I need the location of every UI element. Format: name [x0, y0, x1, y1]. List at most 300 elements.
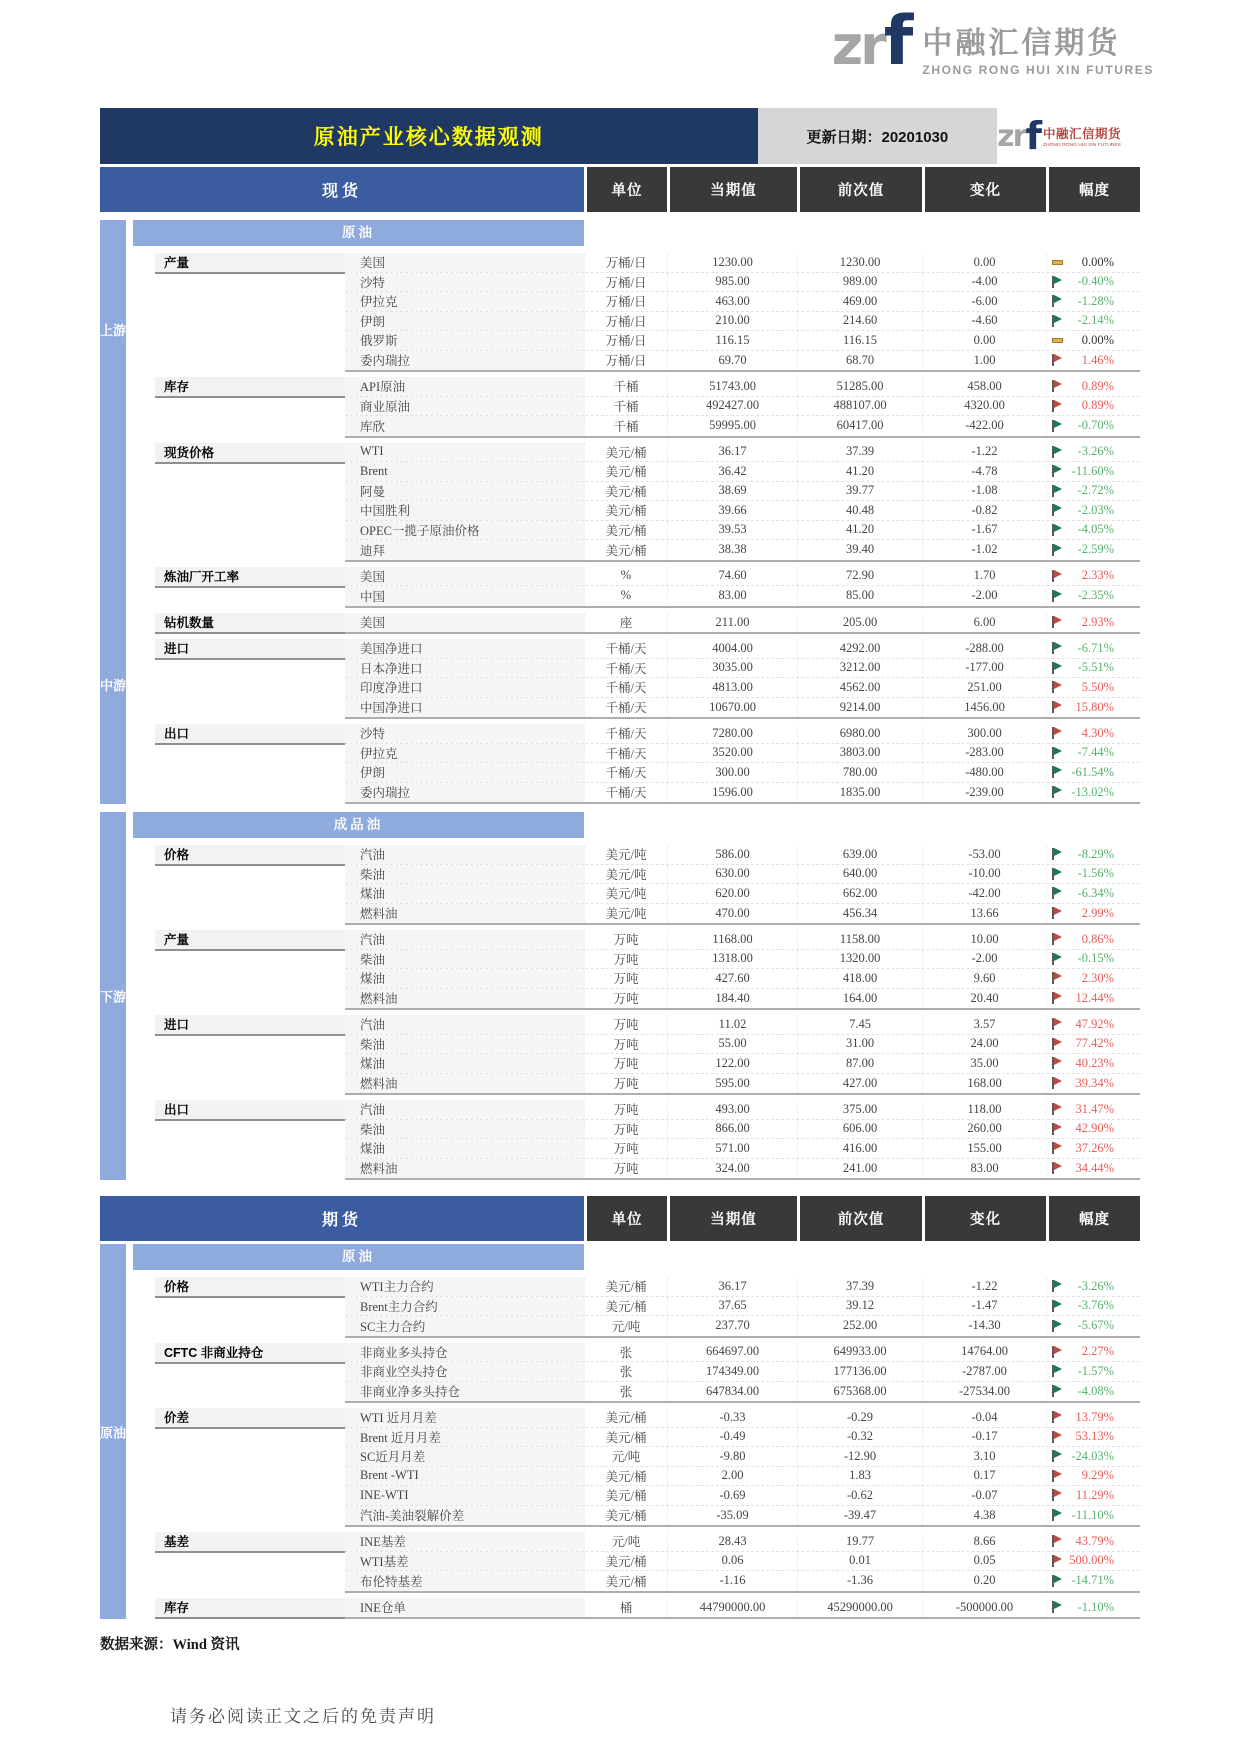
- table-row: [345, 540, 1140, 560]
- row-item-label: 美国: [345, 613, 584, 633]
- row-pct-value: 13.79%: [1075, 1409, 1114, 1424]
- group-rows: [345, 253, 1140, 372]
- group-category-label: 现货价格: [155, 443, 345, 464]
- row-item-label: 美国: [345, 567, 584, 586]
- category-column: [133, 377, 345, 438]
- category-column: [133, 613, 345, 635]
- row-previous-value: 675368.00: [797, 1382, 922, 1402]
- row-previous-value: 780.00: [797, 763, 922, 782]
- sidebar-stage-label: 下游: [100, 989, 127, 1005]
- row-previous-value: 164.00: [797, 989, 922, 1009]
- row-range-cell: [1046, 865, 1140, 884]
- row-range-cell: [1046, 377, 1140, 396]
- row-unit: 美元/桶: [584, 1467, 667, 1486]
- row-current-value: 985.00: [667, 273, 797, 292]
- category-column: [133, 1408, 345, 1527]
- row-item-label: WTI: [345, 443, 584, 462]
- table-row: [345, 501, 1140, 521]
- row-change-value: -42.00: [922, 884, 1046, 903]
- flag-down-icon: [1052, 504, 1063, 516]
- table-row: [345, 397, 1140, 417]
- table-row: [345, 292, 1140, 312]
- row-unit: 万桶/日: [584, 253, 667, 272]
- row-pct-value: 31.47%: [1075, 1101, 1114, 1116]
- row-previous-value: 649933.00: [797, 1343, 922, 1362]
- row-range-cell: [1046, 1074, 1140, 1094]
- row-current-value: 39.66: [667, 501, 797, 520]
- row-item-label: 柴油: [345, 865, 584, 884]
- row-pct-value: 11.29%: [1075, 1487, 1114, 1502]
- row-unit: 万吨: [584, 930, 667, 949]
- row-change-value: -0.07: [922, 1486, 1046, 1505]
- row-previous-value: 469.00: [797, 292, 922, 311]
- group-category-label: 基差: [155, 1532, 345, 1553]
- company-logo: [831, 2, 1154, 85]
- row-previous-value: 418.00: [797, 969, 922, 988]
- row-group: [133, 1598, 1140, 1620]
- group-category-label: 炼油厂开工率: [155, 567, 345, 588]
- row-previous-value: 45290000.00: [797, 1598, 922, 1618]
- row-range-cell: [1046, 482, 1140, 501]
- flag-down-icon: [1052, 295, 1063, 307]
- flag-up-icon: [1052, 616, 1063, 628]
- group-rows: [345, 1598, 1140, 1620]
- row-unit: 美元/桶: [584, 501, 667, 520]
- company-name-en: ZHONG RONG HUI XIN FUTURES: [922, 63, 1154, 77]
- row-unit: 万吨: [584, 1159, 667, 1179]
- column-header-change: 变化: [922, 1196, 1046, 1241]
- row-change-value: 0.05: [922, 1552, 1046, 1571]
- futures-table-header: [100, 1196, 1140, 1241]
- row-previous-value: 205.00: [797, 613, 922, 633]
- row-item-label: 迪拜: [345, 540, 584, 560]
- row-current-value: 10670.00: [667, 698, 797, 718]
- row-previous-value: 37.39: [797, 443, 922, 462]
- row-group: [133, 253, 1140, 372]
- row-pct-value: 2.33%: [1081, 568, 1114, 583]
- row-range-cell: [1046, 744, 1140, 763]
- row-group: [133, 1277, 1140, 1338]
- row-current-value: 69.70: [667, 351, 797, 371]
- flag-down-icon: [1052, 887, 1063, 899]
- row-current-value: 571.00: [667, 1139, 797, 1158]
- row-previous-value: 68.70: [797, 351, 922, 371]
- row-range-cell: [1046, 884, 1140, 903]
- row-change-value: -1.67: [922, 521, 1046, 540]
- row-current-value: 51743.00: [667, 377, 797, 396]
- row-unit: 千桶/天: [584, 678, 667, 697]
- row-range-cell: [1046, 1447, 1140, 1466]
- row-pct-value: 37.26%: [1075, 1140, 1114, 1155]
- row-unit: 万桶/日: [584, 312, 667, 331]
- flag-up-icon: [1052, 1077, 1063, 1089]
- mini-logo-zr: zr: [997, 118, 1026, 154]
- row-unit: 美元/桶: [584, 540, 667, 560]
- row-unit: 万吨: [584, 1035, 667, 1054]
- row-item-label: 布伦特基差: [345, 1571, 584, 1591]
- row-unit: 万吨: [584, 989, 667, 1009]
- table-row: [345, 351, 1140, 371]
- row-current-value: 11.02: [667, 1015, 797, 1034]
- flag-up-icon: [1052, 1535, 1063, 1547]
- row-change-value: 83.00: [922, 1159, 1046, 1179]
- logo-zr: zr: [831, 14, 884, 77]
- group-category-label: 产量: [155, 930, 345, 951]
- table-row: [345, 1100, 1140, 1120]
- disclaimer-text: 请务必阅读正文之后的免责声明: [170, 1707, 436, 1726]
- row-unit: 美元/桶: [584, 443, 667, 462]
- group-rows: [345, 1100, 1140, 1180]
- row-range-cell: [1046, 540, 1140, 560]
- row-current-value: 36.17: [667, 1277, 797, 1296]
- flag-up-icon: [1052, 1162, 1063, 1174]
- row-change-value: 0.00: [922, 253, 1046, 272]
- column-header-current: 当期值: [667, 167, 797, 212]
- category-column: [133, 1532, 345, 1593]
- flag-down-icon: [1052, 524, 1063, 536]
- row-pct-value: -1.57%: [1077, 1363, 1114, 1378]
- row-item-label: 汽油-美油裂解价差: [345, 1506, 584, 1526]
- row-range-cell: [1046, 1015, 1140, 1034]
- row-previous-value: 416.00: [797, 1139, 922, 1158]
- flag-down-icon: [1052, 1575, 1063, 1587]
- table-row: [345, 783, 1140, 803]
- row-previous-value: 214.60: [797, 312, 922, 331]
- row-range-cell: [1046, 521, 1140, 540]
- row-previous-value: 640.00: [797, 865, 922, 884]
- table-row: [345, 1054, 1140, 1074]
- row-current-value: 324.00: [667, 1159, 797, 1179]
- row-item-label: 汽油: [345, 845, 584, 864]
- row-item-label: 沙特: [345, 273, 584, 292]
- row-group: [133, 724, 1140, 804]
- flag-down-icon: [1052, 786, 1063, 798]
- row-unit: 美元/桶: [584, 1277, 667, 1296]
- row-unit: 千桶: [584, 377, 667, 396]
- row-item-label: 美国净进口: [345, 639, 584, 658]
- row-change-value: 20.40: [922, 989, 1046, 1009]
- row-unit: 千桶: [584, 416, 667, 436]
- row-unit: 美元/桶: [584, 521, 667, 540]
- mini-logo: [997, 108, 1140, 164]
- row-previous-value: 19.77: [797, 1532, 922, 1551]
- row-range-cell: [1046, 1506, 1140, 1526]
- row-item-label: API原油: [345, 377, 584, 396]
- row-previous-value: 6980.00: [797, 724, 922, 743]
- flag-down-icon: [1052, 747, 1063, 759]
- update-date: 更新日期：20201030: [758, 108, 998, 164]
- flag-down-icon: [1052, 446, 1063, 458]
- row-previous-value: 116.15: [797, 331, 922, 350]
- row-previous-value: -39.47: [797, 1506, 922, 1526]
- row-previous-value: 51285.00: [797, 377, 922, 396]
- row-group: [133, 1408, 1140, 1527]
- row-current-value: 2.00: [667, 1467, 797, 1486]
- row-unit: 美元/吨: [584, 845, 667, 864]
- row-current-value: 866.00: [667, 1120, 797, 1139]
- row-pct-value: 500.00%: [1069, 1553, 1114, 1568]
- category-column: [133, 845, 345, 925]
- row-group: [133, 567, 1140, 608]
- row-item-label: 燃料油: [345, 1159, 584, 1179]
- row-current-value: -9.80: [667, 1447, 797, 1466]
- row-current-value: 0.06: [667, 1552, 797, 1571]
- row-current-value: 210.00: [667, 312, 797, 331]
- row-unit: 千桶/天: [584, 698, 667, 718]
- column-header-current: 当期值: [667, 1196, 797, 1241]
- row-previous-value: 39.40: [797, 540, 922, 560]
- row-unit: 万桶/日: [584, 292, 667, 311]
- row-current-value: 211.00: [667, 613, 797, 633]
- row-item-label: 伊拉克: [345, 744, 584, 763]
- row-unit: 美元/桶: [584, 1552, 667, 1571]
- row-item-label: 伊朗: [345, 763, 584, 782]
- row-current-value: -0.33: [667, 1408, 797, 1427]
- row-change-value: -500000.00: [922, 1598, 1046, 1618]
- row-previous-value: -12.90: [797, 1447, 922, 1466]
- flag-zero-icon: [1052, 338, 1063, 343]
- flag-up-icon: [1052, 1411, 1063, 1423]
- row-change-value: 300.00: [922, 724, 1046, 743]
- table-row: [345, 763, 1140, 783]
- row-change-value: -1.47: [922, 1297, 1046, 1316]
- table-row: [345, 678, 1140, 698]
- row-unit: 千桶/天: [584, 783, 667, 803]
- group-category-label: 价差: [155, 1408, 345, 1429]
- row-pct-value: -14.71%: [1071, 1573, 1114, 1588]
- row-unit: 桶: [584, 1598, 667, 1618]
- row-range-cell: [1046, 462, 1140, 481]
- row-item-label: 中国净进口: [345, 698, 584, 718]
- row-range-cell: [1046, 1120, 1140, 1139]
- row-change-value: 0.20: [922, 1571, 1046, 1591]
- row-change-value: 118.00: [922, 1100, 1046, 1119]
- flag-up-icon: [1052, 1057, 1063, 1069]
- row-range-cell: [1046, 1035, 1140, 1054]
- group-rows: [345, 613, 1140, 635]
- row-unit: 美元/桶: [584, 462, 667, 481]
- flag-down-icon: [1052, 1385, 1063, 1397]
- row-previous-value: 3803.00: [797, 744, 922, 763]
- category-column: [133, 567, 345, 608]
- group-rows: [345, 845, 1140, 925]
- row-change-value: -1.08: [922, 482, 1046, 501]
- table-row: [345, 698, 1140, 718]
- table-row: [345, 1552, 1140, 1572]
- row-item-label: 柴油: [345, 1035, 584, 1054]
- column-header-range: 幅度: [1046, 1196, 1140, 1241]
- table-row: [345, 1532, 1140, 1552]
- table-row: [345, 253, 1140, 273]
- row-range-cell: [1046, 586, 1140, 606]
- row-change-value: 3.10: [922, 1447, 1046, 1466]
- row-pct-value: 2.30%: [1081, 970, 1114, 985]
- group-category-label: 进口: [155, 1015, 345, 1036]
- row-pct-value: 1.46%: [1081, 352, 1114, 367]
- row-item-label: 库欣: [345, 416, 584, 436]
- table-row: [345, 930, 1140, 950]
- row-previous-value: 41.20: [797, 462, 922, 481]
- row-change-value: 9.60: [922, 969, 1046, 988]
- row-pct-value: -4.08%: [1077, 1383, 1114, 1398]
- row-range-cell: [1046, 292, 1140, 311]
- group-category-label: CFTC 非商业持仓: [155, 1343, 345, 1364]
- row-pct-value: 15.80%: [1075, 699, 1114, 714]
- table-row: [345, 377, 1140, 397]
- row-previous-value: 4292.00: [797, 639, 922, 658]
- row-item-label: INE基差: [345, 1532, 584, 1551]
- table-row: [345, 521, 1140, 541]
- flag-up-icon: [1052, 933, 1063, 945]
- group-category-label: 库存: [155, 1598, 345, 1619]
- row-current-value: 122.00: [667, 1054, 797, 1073]
- table-row: [345, 1035, 1140, 1055]
- flag-up-icon: [1052, 992, 1063, 1004]
- row-range-cell: [1046, 724, 1140, 743]
- row-change-value: -6.00: [922, 292, 1046, 311]
- row-change-value: -0.04: [922, 1408, 1046, 1427]
- row-change-value: 4320.00: [922, 397, 1046, 416]
- row-unit: 美元/桶: [584, 1297, 667, 1316]
- flag-up-icon: [1052, 701, 1063, 713]
- row-pct-value: -2.72%: [1077, 483, 1114, 498]
- row-pct-value: -13.02%: [1071, 784, 1114, 799]
- row-unit: 张: [584, 1362, 667, 1381]
- row-item-label: 伊拉克: [345, 292, 584, 311]
- row-item-label: Brent 近月月差: [345, 1428, 584, 1447]
- row-pct-value: 77.42%: [1075, 1036, 1114, 1051]
- table-row: [345, 567, 1140, 587]
- row-item-label: INE仓单: [345, 1598, 584, 1618]
- row-range-cell: [1046, 1598, 1140, 1618]
- flag-up-icon: [1052, 1103, 1063, 1115]
- row-range-cell: [1046, 397, 1140, 416]
- row-unit: 座: [584, 613, 667, 633]
- row-previous-value: -0.62: [797, 1486, 922, 1505]
- row-current-value: 3035.00: [667, 659, 797, 678]
- row-range-cell: [1046, 904, 1140, 924]
- row-range-cell: [1046, 763, 1140, 782]
- row-pct-value: -8.29%: [1077, 846, 1114, 861]
- row-unit: 美元/吨: [584, 884, 667, 903]
- row-item-label: Brent主力合约: [345, 1297, 584, 1316]
- row-unit: 万吨: [584, 1120, 667, 1139]
- flag-down-icon: [1052, 1509, 1063, 1521]
- row-item-label: 汽油: [345, 930, 584, 949]
- table-row: [345, 884, 1140, 904]
- row-pct-value: 12.44%: [1075, 990, 1114, 1005]
- flag-zero-icon: [1052, 260, 1063, 265]
- row-previous-value: -0.32: [797, 1428, 922, 1447]
- row-unit: 美元/桶: [584, 1486, 667, 1505]
- row-item-label: 沙特: [345, 724, 584, 743]
- row-change-value: -2.00: [922, 950, 1046, 969]
- row-previous-value: 662.00: [797, 884, 922, 903]
- row-previous-value: 1320.00: [797, 950, 922, 969]
- row-unit: 美元/吨: [584, 865, 667, 884]
- row-change-value: 10.00: [922, 930, 1046, 949]
- table-row: [345, 1159, 1140, 1179]
- row-pct-value: 34.44%: [1075, 1160, 1114, 1175]
- table-row: [345, 724, 1140, 744]
- row-range-cell: [1046, 1277, 1140, 1296]
- row-change-value: -1.22: [922, 443, 1046, 462]
- row-previous-value: 60417.00: [797, 416, 922, 436]
- group-category-label: 钻机数量: [155, 613, 345, 634]
- row-previous-value: 72.90: [797, 567, 922, 586]
- mini-logo-name-en: ZHONG RONG HUI XIN FUTURES: [1042, 142, 1121, 148]
- row-previous-value: 252.00: [797, 1316, 922, 1336]
- group-category-label: 库存: [155, 377, 345, 398]
- row-pct-value: -5.67%: [1077, 1318, 1114, 1333]
- row-item-label: 非商业多头持仓: [345, 1343, 584, 1362]
- company-name-cn: 中融汇信期货: [922, 27, 1121, 60]
- row-change-value: -0.82: [922, 501, 1046, 520]
- table-row: [345, 659, 1140, 679]
- flag-up-icon: [1052, 1555, 1063, 1567]
- flag-down-icon: [1052, 766, 1063, 778]
- report-title: 原油产业核心数据观测: [100, 108, 758, 164]
- flag-up-icon: [1052, 907, 1063, 919]
- row-item-label: 委内瑞拉: [345, 783, 584, 803]
- row-unit: 千桶/天: [584, 744, 667, 763]
- row-item-label: 柴油: [345, 1120, 584, 1139]
- row-unit: 美元/桶: [584, 1428, 667, 1447]
- subsection-title: 原油: [133, 1244, 584, 1270]
- table-row: [345, 1316, 1140, 1336]
- row-current-value: 184.40: [667, 989, 797, 1009]
- table-row: [345, 1074, 1140, 1094]
- table-row: [345, 1120, 1140, 1140]
- row-item-label: SC主力合约: [345, 1316, 584, 1336]
- row-current-value: 36.42: [667, 462, 797, 481]
- row-range-cell: [1046, 930, 1140, 949]
- row-change-value: -177.00: [922, 659, 1046, 678]
- row-change-value: -1.02: [922, 540, 1046, 560]
- flag-down-icon: [1052, 1320, 1063, 1332]
- sidebar-stage-label: 中游: [100, 678, 127, 693]
- row-item-label: 非商业空头持仓: [345, 1362, 584, 1381]
- table-row: [345, 1598, 1140, 1618]
- row-change-value: 14764.00: [922, 1343, 1046, 1362]
- table-row: [345, 969, 1140, 989]
- row-item-label: 汽油: [345, 1100, 584, 1119]
- row-unit: 美元/桶: [584, 1506, 667, 1526]
- subsection-title: 成品油: [133, 812, 584, 838]
- row-pct-value: 0.86%: [1081, 931, 1114, 946]
- row-previous-value: 1230.00: [797, 253, 922, 272]
- row-current-value: 36.17: [667, 443, 797, 462]
- report-banner: [100, 108, 1140, 164]
- flag-down-icon: [1052, 1450, 1063, 1462]
- table-row: [345, 482, 1140, 502]
- column-header-range: 幅度: [1046, 167, 1140, 212]
- flag-up-icon: [1052, 681, 1063, 693]
- category-column: [133, 1015, 345, 1095]
- row-pct-value: 47.92%: [1075, 1016, 1114, 1031]
- row-previous-value: 375.00: [797, 1100, 922, 1119]
- row-item-label: Brent -WTI: [345, 1467, 584, 1486]
- mini-logo-f: f: [1025, 114, 1040, 158]
- row-pct-value: 40.23%: [1075, 1055, 1114, 1070]
- row-item-label: 煤油: [345, 969, 584, 988]
- row-change-value: -1.22: [922, 1277, 1046, 1296]
- flag-up-icon: [1052, 1470, 1063, 1482]
- row-range-cell: [1046, 501, 1140, 520]
- row-previous-value: 7.45: [797, 1015, 922, 1034]
- row-previous-value: 0.01: [797, 1552, 922, 1571]
- row-unit: 万吨: [584, 1139, 667, 1158]
